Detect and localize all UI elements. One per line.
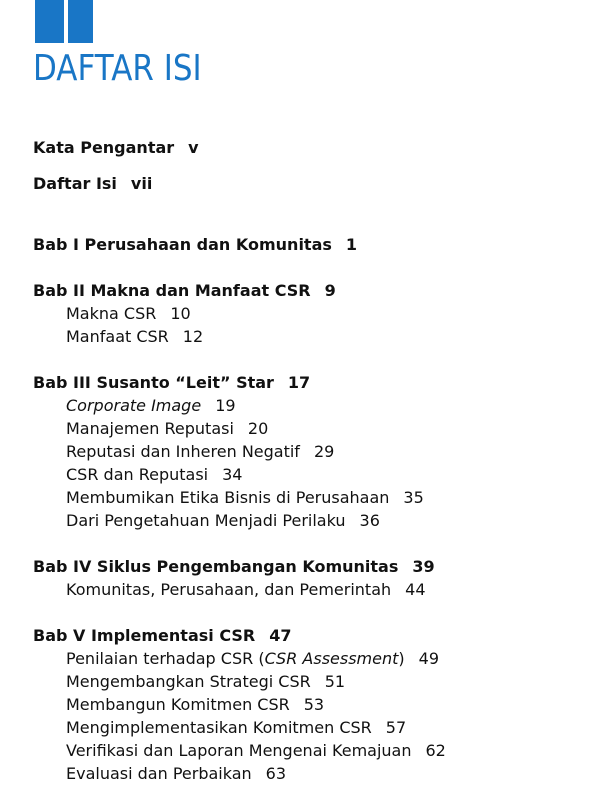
toc-page-number: 57: [385, 718, 407, 737]
toc-chapter-3[interactable]: [33, 373, 310, 393]
toc-subentry[interactable]: [66, 649, 439, 669]
toc-entry-label-end: ): [398, 649, 405, 668]
toc-entry-label-start: Penilaian terhadap CSR (: [66, 649, 265, 668]
toc-page-number: 63: [265, 764, 287, 783]
toc-subentry[interactable]: [66, 419, 268, 439]
toc-page-number: 39: [412, 557, 435, 576]
toc-entry-label: CSR dan Reputasi: [66, 465, 209, 484]
toc-entry-label: Verifikasi dan Laporan Mengenai Kemajuan: [66, 741, 412, 760]
toc-entry-label: Manfaat CSR: [66, 327, 169, 346]
toc-entry-label: Daftar Isi: [33, 174, 117, 193]
toc-chapter-2[interactable]: [33, 281, 336, 301]
toc-page-number: 1: [345, 235, 358, 254]
toc-page-number: 10: [170, 304, 191, 323]
toc-page-number: v: [188, 138, 199, 157]
toc-chapter-5[interactable]: [33, 626, 291, 646]
toc-entry-label: Kata Pengantar: [33, 138, 175, 157]
toc-chapter-1[interactable]: [33, 235, 357, 255]
toc-entry-label: Bab II Makna dan Manfaat CSR: [33, 281, 311, 300]
toc-subentry[interactable]: [66, 764, 286, 784]
toc-entry-label-italic: CSR Assessment: [264, 649, 399, 668]
toc-entry-label: Dari Pengetahuan Menjadi Perilaku: [66, 511, 346, 530]
toc-subentry[interactable]: [66, 718, 406, 738]
page-title: DAFTAR ISI: [33, 48, 202, 89]
toc-page-number: 34: [222, 465, 243, 484]
toc-subentry[interactable]: [66, 488, 424, 508]
toc-subentry[interactable]: [66, 741, 446, 761]
toc-subentry[interactable]: [66, 396, 236, 416]
toc-chapter-4[interactable]: [33, 557, 435, 577]
toc-page-number: 17: [287, 373, 311, 392]
toc-entry-label: Membumikan Etika Bisnis di Perusahaan: [66, 488, 390, 507]
toc-subentry[interactable]: [66, 327, 203, 347]
toc-page-number: 12: [182, 327, 204, 346]
toc-page-number: 44: [405, 580, 426, 599]
toc-page-number: 36: [359, 511, 380, 530]
toc-entry-label: Bab V Implementasi CSR: [33, 626, 256, 645]
toc-entry-daftar-isi[interactable]: [33, 174, 152, 194]
toc-subentry[interactable]: [66, 672, 345, 692]
toc-subentry[interactable]: [66, 304, 191, 324]
toc-page-number: 19: [215, 396, 236, 415]
toc-entry-label: Membangun Komitmen CSR: [66, 695, 290, 714]
toc-subentry[interactable]: [66, 465, 242, 485]
toc-subentry[interactable]: [66, 442, 334, 462]
toc-entry-label: Mengembangkan Strategi CSR: [66, 672, 311, 691]
toc-subentry[interactable]: [66, 695, 324, 715]
toc-subentry[interactable]: [66, 511, 380, 531]
toc-page-number: 51: [324, 672, 346, 691]
toc-page-number: vii: [130, 174, 153, 193]
toc-entry-label: Corporate Image: [66, 396, 202, 415]
toc-page-number: 62: [425, 741, 446, 760]
toc-entry-label: Komunitas, Perusahaan, dan Pemerintah: [66, 580, 392, 599]
toc-page-number: 53: [303, 695, 325, 714]
toc-entry-kata-pengantar[interactable]: [33, 138, 199, 158]
toc-page-number: 20: [247, 419, 269, 438]
toc-entry-label: Bab III Susanto “Leit” Star: [33, 373, 274, 392]
toc-entry-label: Manajemen Reputasi: [66, 419, 234, 438]
toc-entry-label: Reputasi dan Inheren Negatif: [66, 442, 300, 461]
toc-entry-label: Makna CSR: [66, 304, 157, 323]
toc-entry-label: Bab IV Siklus Pengembangan Komunitas: [33, 557, 399, 576]
toc-entry-label: Evaluasi dan Perbaikan: [66, 764, 252, 783]
toc-entry-label: Mengimplementasikan Komitmen CSR: [66, 718, 372, 737]
toc-page-number: 9: [324, 281, 336, 300]
toc-page-number: 47: [269, 626, 292, 645]
toc-page-number: 35: [403, 488, 424, 507]
toc-entry-label: Bab I Perusahaan dan Komunitas: [33, 235, 332, 254]
toc-page-number: 49: [418, 649, 439, 668]
toc-subentry[interactable]: [66, 580, 426, 600]
toc-page-number: 29: [313, 442, 335, 461]
header-accent-bar: [35, 0, 93, 43]
